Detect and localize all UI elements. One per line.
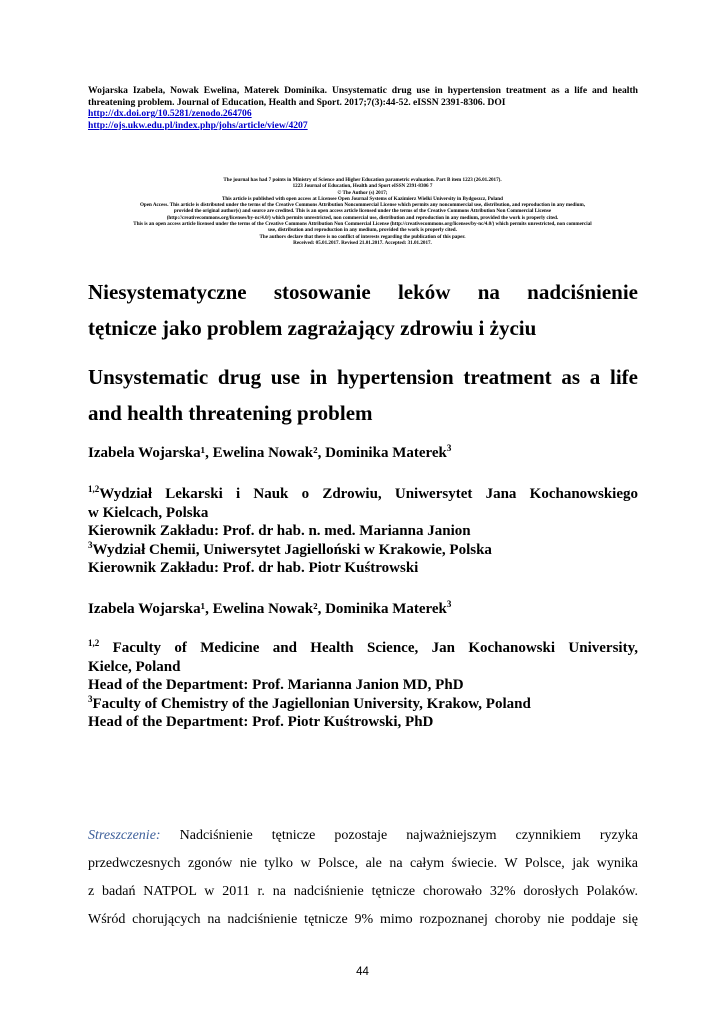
title-english (88, 359, 638, 431)
author-list (88, 445, 451, 462)
abstract-text: Nadciśnienie tętnicze pozostaje najważniejszym czynnikiem ryzyka (160, 828, 638, 843)
abstract-line: przedwczesnych zgonów nie tylko w Polsce, ale na całym świecie. W Polsce, jak wynika (88, 856, 638, 871)
author-separator: , (317, 601, 326, 617)
affiliation-line (88, 695, 638, 714)
article-link[interactable]: http://ojs.ukw.edu.pl/index.php/johs/article/view/4207 (88, 119, 308, 131)
author-mark: ² (313, 601, 318, 617)
author-separator: , (205, 445, 213, 461)
author-name: Izabela Wojarska (88, 601, 201, 617)
affiliation-mark: 3 (88, 539, 93, 550)
affiliation-head: Kierownik Zakładu: Prof. dr hab. Piotr Kuśtrowski (88, 560, 419, 576)
affiliation-head: Kierownik Zakładu: Prof. dr hab. n. med. Marianna Janion (88, 523, 471, 539)
abstract-line: Wśród chorujących na nadciśnienie tętnicze 9% mimo rozpoznanej choroby nie poddaje się (88, 912, 638, 927)
affiliation-institution: Wydział Chemii, Uniwersytet Jagielloński w Krakowie, Polska (92, 541, 492, 558)
affiliation-institution: Faculty of Medicine and Health Science, Jan Kochanowski University, (99, 640, 638, 656)
affiliation-line (88, 541, 638, 560)
abstract-label: Streszczenie: (88, 828, 161, 843)
citation-text: Wojarska Izabela, Nowak Ewelina, Materek Dominika. Unsystematic drug use in hypertension treatment as a life and health threatening problem. Journal of Education, Health and Sport. 2017;7(3):44-52. eISSN 2391-8306. DOI (88, 85, 638, 108)
author-name: Ewelina Nowak (212, 601, 314, 617)
abstract-line: z badań NATPOL w 2011 r. na nadciśnienie tętnicze chorowało 32% dorosłych Polaków. (88, 884, 638, 899)
affiliation-mark: 1,2 (88, 638, 100, 648)
affiliation-line (88, 639, 638, 658)
author-separator: , (205, 601, 213, 617)
notice-line: The authors declare that there is no conflict of interests regarding the publication of this paper. (259, 233, 466, 240)
author-mark: 3 (446, 443, 452, 453)
title-polish-line: tętnicze jako problem zagrażający zdrowiu i życiu (88, 316, 537, 340)
notice-line: This is an open access article licensed under the terms of the Creative Commons Attribution Non Commercial License (http://creativecommons.org/licenses/by-nc/4.0/) which permits unrestricted, non commercial (133, 221, 592, 228)
author-mark: ² (313, 445, 318, 461)
affiliation-line: Kielce, Poland (88, 658, 181, 675)
author-separator: , (317, 445, 326, 461)
affiliation-institution: Faculty of Chemistry of the Jagiellonian University, Krakow, Poland (92, 695, 531, 712)
author-list-repeat (88, 601, 451, 618)
affiliation-line (88, 485, 638, 504)
title-english-line: and health threatening problem (88, 401, 373, 425)
abstract (88, 822, 638, 934)
notice-line: provided the original author(s) and source are credited. This is an open access article licensed under the terms of the Creative Commons Attribution Non Commercial License (173, 208, 552, 215)
affiliations-polish (88, 485, 638, 578)
affiliation-line: w Kielcach, Polska (88, 504, 209, 521)
author-mark: ¹ (200, 601, 206, 617)
author-mark: ¹ (200, 445, 206, 461)
author-name: Dominika Materek (325, 445, 447, 461)
notice-line: (http://creativecommons.org/licenses/by-nc/4.0/) which permits unrestricted, non commercial use, distribution and reproduction in any medium, provided the work is properly cited. (166, 214, 559, 221)
affiliation-head: Head of the Department: Prof. Piotr Kuśtrowski, PhD (88, 714, 434, 730)
author-name: Dominika Materek (325, 601, 447, 617)
notice-line: This article is published with open access at Licensee Open Journal Systems of Kazimierz Wielki University in Bydgoszcz, Poland (222, 195, 503, 202)
notice-line: Open Access. This article is distributed under the terms of the Creative Commons Attribution Noncommercial License which permits any noncommercial use, distribution, and reproduction in any medium, (139, 202, 586, 209)
notice-line: © The Author (s) 2017; (337, 189, 388, 196)
notice-line: Received: 05.01.2017. Revised 21.01.2017. Accepted: 31.01.2017. (293, 239, 432, 246)
affiliation-mark: 3 (88, 693, 93, 704)
citation-block (88, 85, 638, 131)
abstract-line (88, 822, 638, 850)
notice-line: The journal has had 7 points in Ministry of Science and Higher Education parametric evaluation. Part B item 1223 (26.01.2017). (223, 177, 502, 183)
publication-notice (60, 177, 665, 246)
title-polish (88, 274, 638, 346)
notice-line: use, distribution and reproduction in any medium, provided the work is properly cited. (268, 227, 457, 234)
affiliation-head: Head of the Department: Prof. Marianna Janion MD, PhD (88, 677, 464, 693)
affiliations-english (88, 639, 638, 732)
affiliation-mark: 1,2 (88, 484, 100, 494)
title-english-line: Unsystematic drug use in hypertension treatment as a life (88, 365, 638, 389)
page-number: 44 (356, 966, 369, 978)
doi-link[interactable]: http://dx.doi.org/10.5281/zenodo.264706 (88, 108, 252, 119)
title-polish-line: Niesystematyczne stosowanie leków na nadciśnienie (88, 280, 638, 304)
notice-line: 1223 Journal of Education, Health and Sport eISSN 2391-8306 7 (292, 183, 433, 190)
author-mark: 3 (446, 599, 452, 609)
author-name: Izabela Wojarska (88, 445, 201, 461)
author-name: Ewelina Nowak (212, 445, 314, 461)
affiliation-institution: Wydział Lekarski i Nauk o Zdrowiu, Uniwersytet Jana Kochanowskiego (99, 486, 638, 502)
